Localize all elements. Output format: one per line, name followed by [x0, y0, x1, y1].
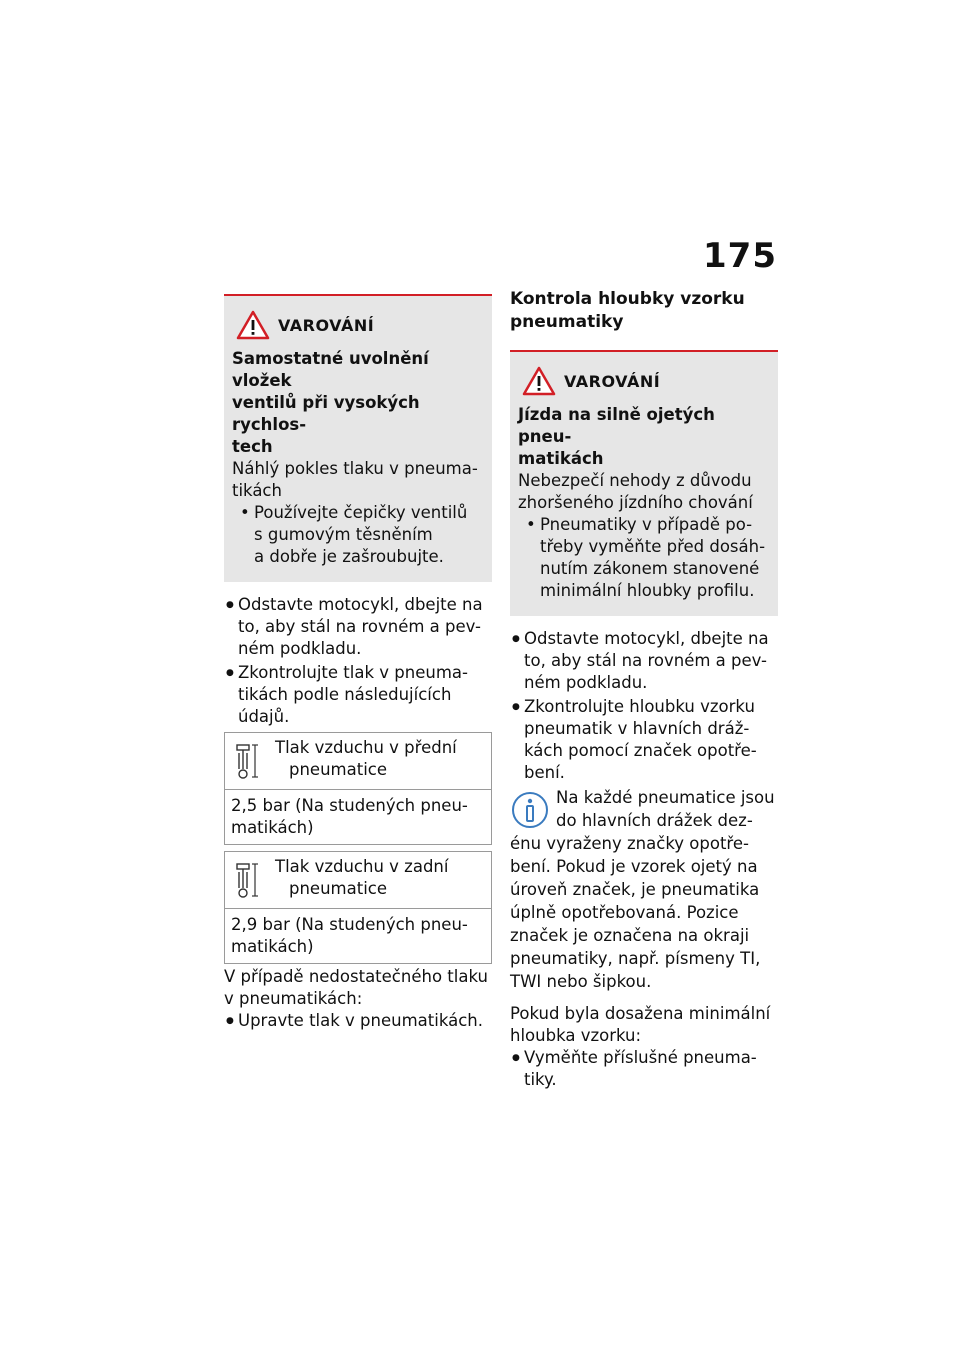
info-line: Na každé pneumatice jsou	[556, 788, 775, 807]
warning-text-line: tikách	[232, 481, 282, 500]
spec-header	[225, 733, 491, 790]
list-item-line: pneumatik v hlavních dráž-	[524, 719, 750, 738]
paragraph-line: v pneumatikách:	[224, 989, 363, 1008]
list-item-line: údajů.	[238, 707, 290, 726]
list-item-line: tikách podle následujících	[238, 685, 452, 704]
info-note	[510, 786, 778, 993]
section-heading	[510, 288, 778, 334]
warning-header	[518, 366, 770, 396]
info-line: TWI nebo šipkou.	[510, 972, 652, 991]
list-item	[510, 628, 778, 694]
spec-header	[225, 852, 491, 909]
warning-bullet-line: s gumovým těsněním	[254, 525, 433, 544]
spec-label-line: pneumatice	[289, 760, 388, 779]
list-item-line: ném podkladu.	[524, 673, 648, 692]
warning-label: VAROVÁNÍ	[278, 315, 375, 335]
warning-bullet-line: nutím zákonem stanovené	[540, 559, 760, 578]
list-item-line: ● Upravte tlak v pneumatikách.	[238, 1011, 483, 1030]
info-line: úroveň značek, je pneumatika	[510, 880, 760, 899]
warning-label: VAROVÁNÍ	[564, 371, 661, 391]
info-icon	[510, 790, 550, 830]
paragraph	[510, 1003, 778, 1047]
tire-pressure-gauge-icon	[225, 733, 267, 789]
spec-table-rear	[224, 851, 492, 964]
warning-title-line: ventilů při vysokých rychlos-	[232, 393, 420, 434]
right-column	[510, 288, 778, 1093]
warning-box-tread	[510, 350, 778, 616]
list-item-line: ● Zkontrolujte tlak v pneuma-	[238, 663, 468, 682]
warning-triangle-icon	[236, 310, 270, 340]
warning-header	[232, 310, 484, 340]
list-item-line: ● Vyměňte příslušné pneuma-	[524, 1048, 757, 1067]
info-line: do hlavních drážek dez-	[556, 811, 753, 830]
warning-title-line: Jízda na silně ojetých pneu-	[518, 405, 715, 446]
left-bullets	[224, 594, 492, 728]
warning-bullet	[518, 514, 770, 602]
list-item-line: ● Odstavte motocykl, dbejte na	[238, 595, 483, 614]
spec-value	[225, 790, 491, 844]
section-heading-line: pneumatiky	[510, 312, 624, 332]
warning-triangle-icon	[522, 366, 556, 396]
spec-label	[267, 852, 491, 908]
paragraph-line: V případě nedostatečného tlaku	[224, 967, 488, 986]
warning-bullet-line: • Pneumatiky v případě po-	[540, 515, 753, 534]
spec-value-line: 2,9 bar (Na studených pneu-	[231, 915, 468, 934]
warning-text	[232, 458, 484, 502]
warning-title	[518, 404, 770, 470]
warning-title-line: tech	[232, 437, 273, 456]
info-line: značek je označena na okraji	[510, 926, 750, 945]
warning-bullet-line: a dobře je zašroubujte.	[254, 547, 444, 566]
list-item	[510, 1047, 778, 1091]
list-item-line: to, aby stál na rovném a pev-	[524, 651, 767, 670]
left-column	[224, 294, 492, 1034]
warning-bullet	[232, 502, 484, 568]
list-item-line: kách pomocí značek opotře-	[524, 741, 757, 760]
spec-value-line: 2,5 bar (Na studených pneu-	[231, 796, 468, 815]
spec-label-line: pneumatice	[289, 879, 388, 898]
spec-table-front	[224, 732, 492, 845]
warning-bullet-line: třeby vyměňte před dosáh-	[540, 537, 766, 556]
spec-label-line: Tlak vzduchu v zadní	[275, 857, 449, 876]
paragraph	[224, 966, 492, 1010]
spec-label-line: Tlak vzduchu v přední	[275, 738, 457, 757]
warning-title-line: matikách	[518, 449, 604, 468]
warning-text-line: zhoršeného jízdního chování	[518, 493, 753, 512]
info-line: énu vyraženy značky opotře-	[510, 834, 749, 853]
paragraph-line: Pokud byla dosažena minimální	[510, 1004, 771, 1023]
warning-bullet-line: minimální hloubky profilu.	[540, 581, 755, 600]
list-item	[510, 696, 778, 784]
spec-value	[225, 909, 491, 963]
warning-box-valve	[224, 294, 492, 582]
warning-title-line: Samostatné uvolnění vložek	[232, 349, 429, 390]
list-item-line: ném podkladu.	[238, 639, 362, 658]
info-line: úplně opotřebovaná. Pozice	[510, 903, 739, 922]
warning-title	[232, 348, 484, 458]
section-heading-line: Kontrola hloubky vzorku	[510, 289, 745, 309]
info-line: pneumatiky, např. písmeny TI,	[510, 949, 761, 968]
list-item	[224, 594, 492, 660]
list-item-line: ● Odstavte motocykl, dbejte na	[524, 629, 769, 648]
tire-pressure-gauge-icon	[225, 852, 267, 908]
list-item-line: bení.	[524, 763, 565, 782]
list-item-line: to, aby stál na rovném a pev-	[238, 617, 481, 636]
list-item	[224, 1010, 492, 1032]
warning-bullet-line: • Používejte čepičky ventilů	[254, 503, 468, 522]
warning-text	[518, 470, 770, 514]
list-item-line: tiky.	[524, 1070, 557, 1089]
list-item	[224, 662, 492, 728]
page-number: 175	[703, 236, 777, 276]
right-bullets	[510, 628, 778, 784]
spec-value-line: matikách)	[231, 937, 314, 956]
paragraph-line: hloubka vzorku:	[510, 1026, 642, 1045]
info-line: bení. Pokud je vzorek ojetý na	[510, 857, 758, 876]
list-item-line: ● Zkontrolujte hloubku vzorku	[524, 697, 755, 716]
warning-text-line: Náhlý pokles tlaku v pneuma-	[232, 459, 478, 478]
spec-label	[267, 733, 491, 789]
warning-text-line: Nebezpečí nehody z důvodu	[518, 471, 752, 490]
spec-value-line: matikách)	[231, 818, 314, 837]
